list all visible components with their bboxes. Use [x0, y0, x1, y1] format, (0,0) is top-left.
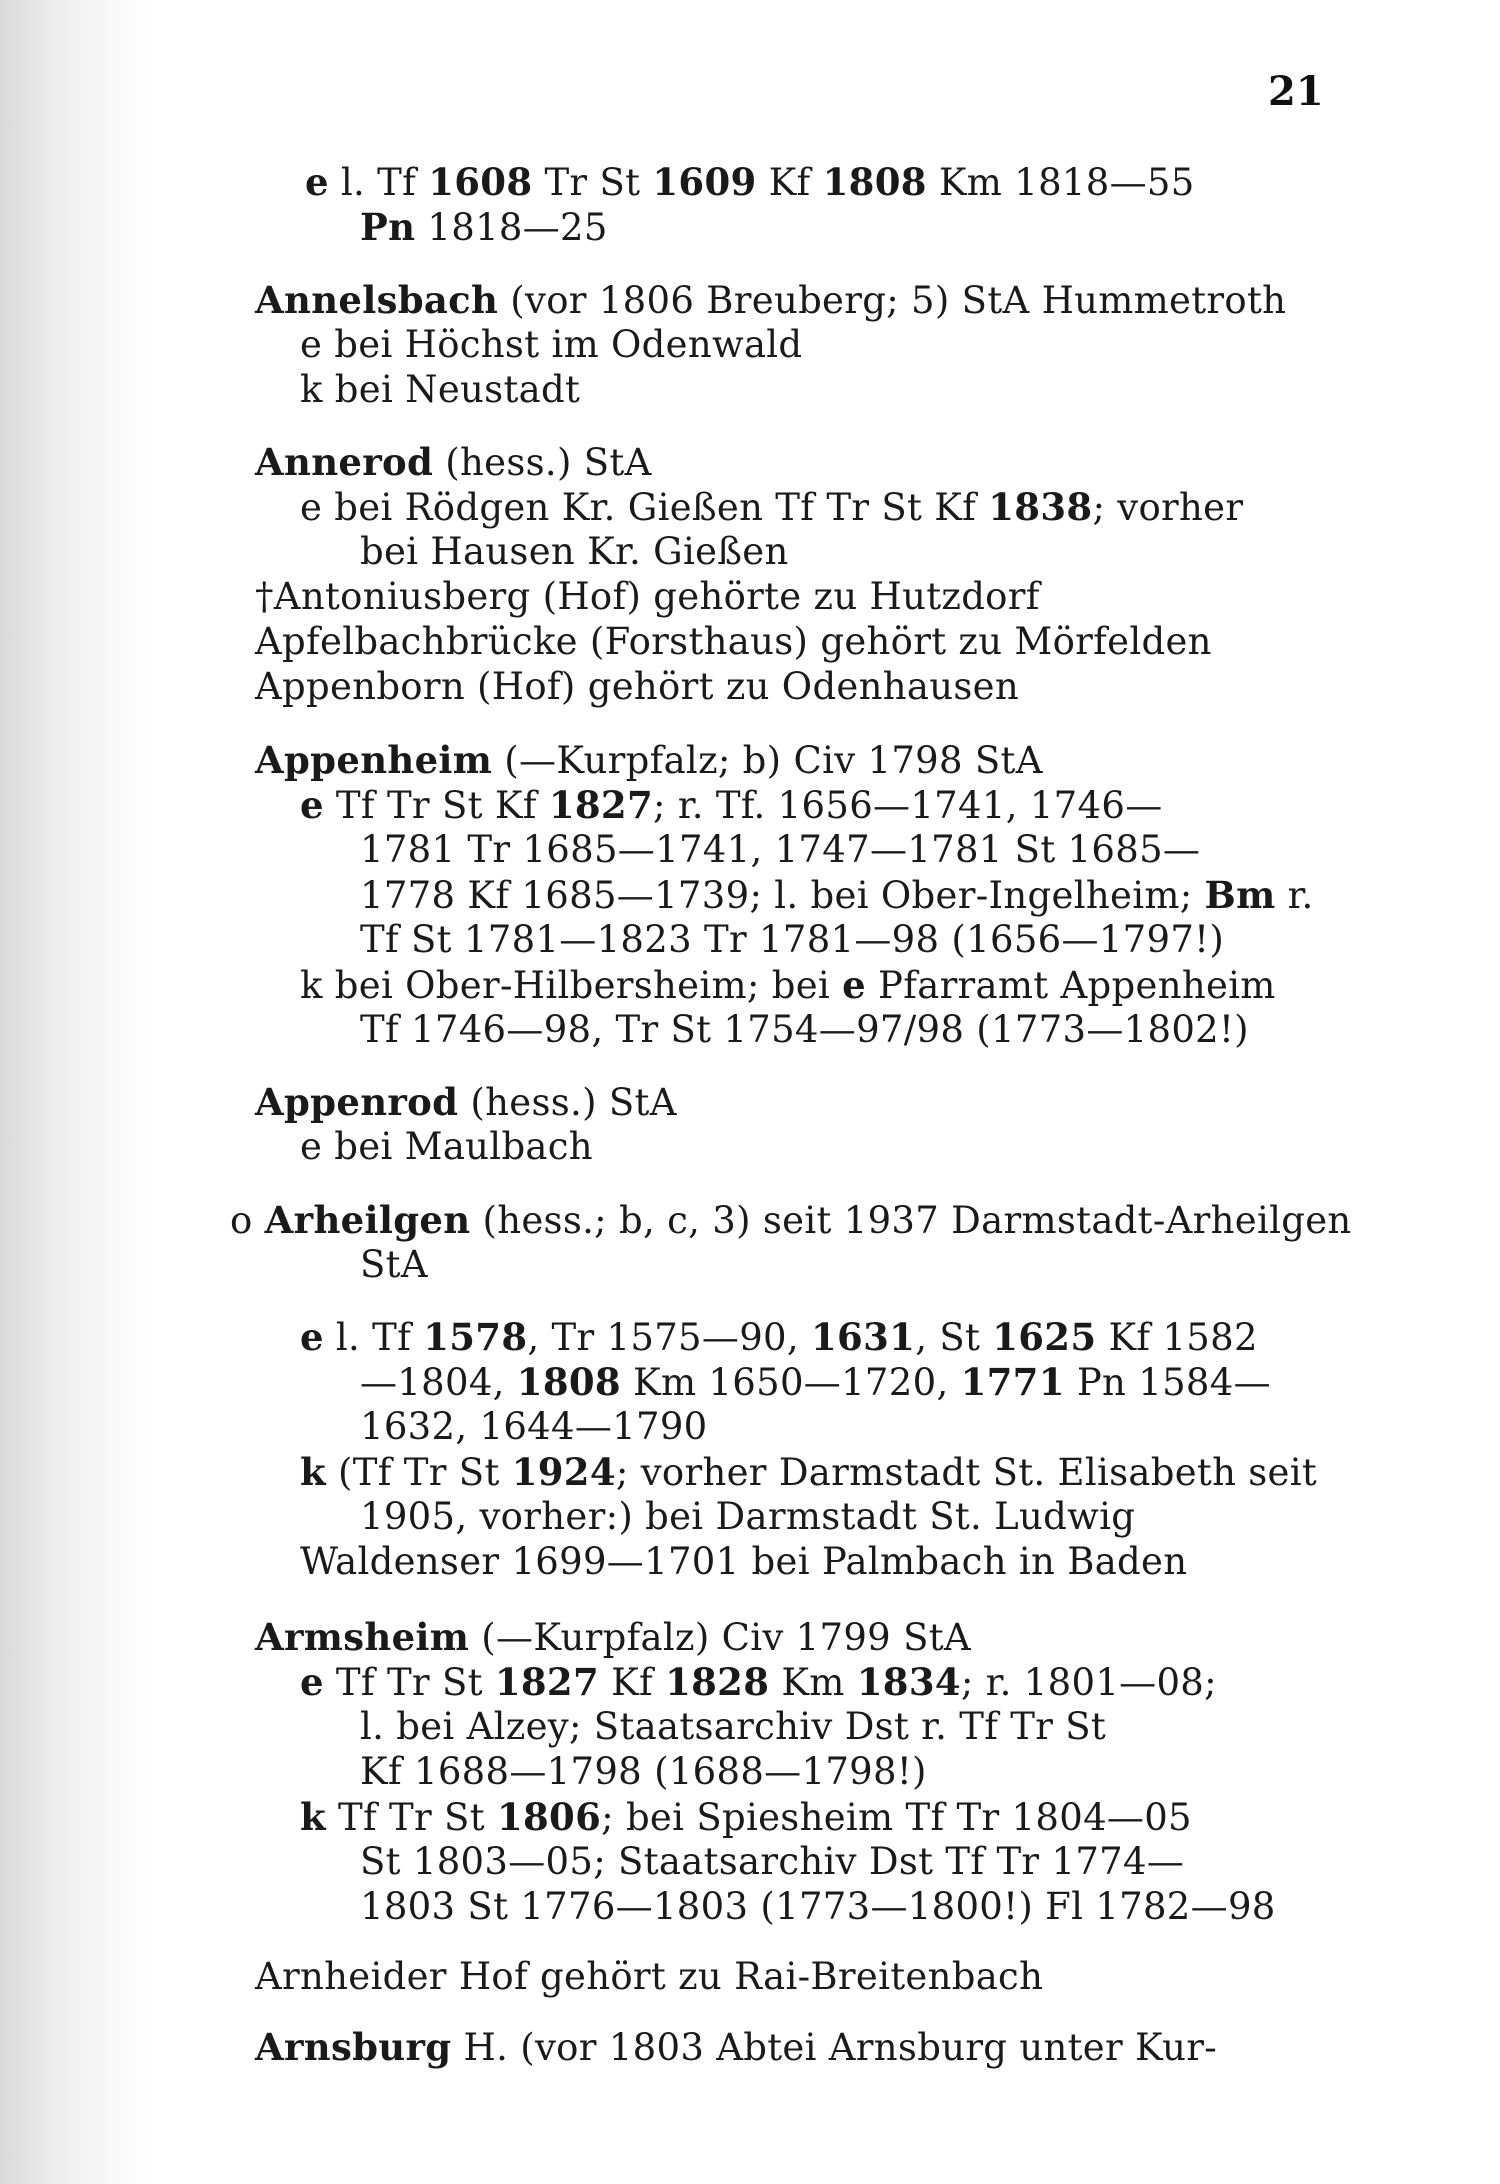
- text-segment: Tr St: [532, 161, 653, 204]
- text-line: [255, 665, 1019, 709]
- text-segment: l. bei Alzey; Staatsarchiv Dst r. Tf Tr St: [360, 1705, 1107, 1748]
- bold-segment: Appenheim: [255, 738, 493, 782]
- bold-segment: k: [300, 1795, 326, 1839]
- text-line: [300, 323, 802, 367]
- text-line: [255, 2025, 1217, 2069]
- bold-segment: Annelsbach: [255, 278, 499, 322]
- text-segment: Tf St 1781—1823 Tr 1781—98 (1656—1797!): [360, 918, 1225, 961]
- text-segment: o: [230, 1199, 265, 1242]
- text-segment: Tf 1746—98, Tr St 1754—97/98 (1773—1802!): [360, 1008, 1249, 1051]
- text-segment: Km: [769, 1661, 857, 1704]
- text-line: [300, 1125, 593, 1169]
- text-line: [360, 1885, 1276, 1929]
- bold-segment: e: [300, 1315, 324, 1359]
- text-segment: 1781 Tr 1685—1741, 1747—1781 St 1685—: [360, 828, 1201, 871]
- text-segment: ; vorher Darmstadt St. Elisabeth seit: [615, 1451, 1318, 1494]
- text-line: [360, 1705, 1106, 1749]
- bold-segment: 1631: [811, 1315, 916, 1359]
- bold-segment: 1827: [494, 1660, 600, 1704]
- text-segment: ; vorher: [1092, 486, 1244, 529]
- bold-segment: 1806: [496, 1795, 602, 1839]
- text-line: [255, 278, 1286, 322]
- text-line: [255, 1615, 971, 1659]
- bold-segment: 1578: [423, 1315, 528, 1359]
- bold-segment: Armsheim: [255, 1615, 470, 1659]
- bold-segment: e: [300, 1660, 324, 1704]
- text-segment: Tf Tr St: [325, 1796, 497, 1839]
- text-segment: (—Kurpfalz) Civ 1799 StA: [469, 1616, 971, 1659]
- bold-segment: e: [842, 963, 866, 1007]
- text-segment: StA: [360, 1243, 428, 1286]
- bold-segment: 1924: [511, 1450, 616, 1494]
- text-line: [255, 440, 652, 484]
- text-segment: Pfarramt Appenheim: [865, 964, 1276, 1007]
- bold-segment: Annerod: [255, 440, 434, 484]
- text-line: [360, 918, 1224, 962]
- text-line: [255, 738, 1043, 782]
- text-segment: ; r. Tf. 1656—1741, 1746—: [653, 784, 1163, 827]
- bold-segment: Pn: [360, 205, 416, 249]
- text-segment: Pn 1584—: [1064, 1361, 1271, 1404]
- text-line: [360, 205, 608, 249]
- text-segment: St 1803—05; Staatsarchiv Dst Tf Tr 1774—: [360, 1840, 1185, 1883]
- text-segment: r.: [1275, 874, 1314, 917]
- text-segment: , St: [915, 1316, 993, 1359]
- text-line: [300, 485, 1243, 529]
- text-line: [360, 1750, 927, 1794]
- text-segment: Kf 1582: [1096, 1316, 1258, 1359]
- bold-segment: Arheilgen: [264, 1198, 471, 1242]
- bold-segment: Bm: [1204, 873, 1276, 917]
- text-line: [300, 1660, 1217, 1704]
- text-line: [300, 1795, 1192, 1839]
- text-line: [360, 828, 1200, 872]
- text-segment: —1804,: [360, 1361, 517, 1404]
- bold-segment: k: [300, 1450, 326, 1494]
- page-number: 21: [1268, 68, 1324, 115]
- text-segment: 1778 Kf 1685—1739; l. bei Ober-Ingelheim;: [360, 874, 1205, 917]
- text-segment: k bei Ober-Hilbersheim; bei: [300, 964, 843, 1007]
- text-segment: H. (vor 1803 Abtei Arnsburg unter Kur-: [451, 2026, 1218, 2069]
- bold-segment: 1609: [652, 160, 757, 204]
- text-segment: 1632, 1644—1790: [360, 1405, 708, 1448]
- text-line: [360, 1008, 1249, 1052]
- text-segment: (—Kurpfalz; b) Civ 1798 StA: [492, 739, 1043, 782]
- binding-gutter-shadow: [0, 0, 150, 2184]
- bold-segment: 1828: [665, 1660, 770, 1704]
- text-line: [255, 1080, 677, 1124]
- bold-segment: 1808: [516, 1360, 621, 1404]
- text-segment: Kf 1688—1798 (1688—1798!): [360, 1750, 927, 1793]
- text-segment: 1905, vorher:) bei Darmstadt St. Ludwig: [360, 1495, 1136, 1538]
- bold-segment: e: [300, 783, 324, 827]
- text-segment: e bei Maulbach: [300, 1125, 593, 1168]
- text-line: [300, 783, 1163, 827]
- text-segment: 1803 St 1776—1803 (1773—1800!) Fl 1782—98: [360, 1885, 1276, 1928]
- bold-segment: e: [305, 160, 329, 204]
- text-segment: l. Tf: [328, 161, 429, 204]
- text-segment: (hess.) StA: [458, 1081, 677, 1124]
- text-segment: ; bei Spiesheim Tf Tr 1804—05: [601, 1796, 1192, 1839]
- text-segment: †Antoniusberg (Hof) gehörte zu Hutzdorf: [255, 575, 1040, 618]
- text-segment: (hess.) StA: [433, 441, 652, 484]
- text-line: [360, 1405, 708, 1449]
- text-line: [255, 1955, 1043, 1999]
- text-segment: Tf Tr St: [323, 1661, 495, 1704]
- bold-segment: 1771: [960, 1360, 1065, 1404]
- text-line: [300, 368, 580, 412]
- bold-segment: 1808: [822, 160, 927, 204]
- text-segment: bei Hausen Kr. Gießen: [360, 530, 789, 573]
- text-segment: e bei Höchst im Odenwald: [300, 323, 803, 366]
- text-segment: 1818—25: [415, 206, 608, 249]
- text-line: [300, 1315, 1258, 1359]
- text-segment: ; r. 1801—08;: [960, 1661, 1217, 1704]
- bold-segment: 1827: [548, 783, 654, 827]
- text-segment: Apfelbachbrücke (Forsthaus) gehört zu Mörfelden: [255, 620, 1212, 663]
- text-line: [360, 1360, 1271, 1404]
- text-line: [255, 620, 1212, 664]
- text-line: [300, 1540, 1187, 1584]
- text-line: [360, 1495, 1135, 1539]
- text-segment: (hess.; b, c, 3) seit 1937 Darmstadt-Arheilgen: [470, 1199, 1352, 1242]
- text-line: [230, 1198, 1352, 1242]
- text-segment: k bei Neustadt: [300, 368, 581, 411]
- text-segment: l. Tf: [323, 1316, 424, 1359]
- bold-segment: 1838: [988, 485, 1093, 529]
- text-segment: Kf: [756, 161, 823, 204]
- bold-segment: 1625: [992, 1315, 1097, 1359]
- text-segment: Km 1818—55: [926, 161, 1195, 204]
- text-line: [300, 1450, 1317, 1494]
- bold-segment: 1834: [856, 1660, 961, 1704]
- text-segment: Tf Tr St Kf: [323, 784, 549, 827]
- text-line: [300, 963, 1276, 1007]
- bold-segment: Arnsburg: [255, 2025, 452, 2069]
- text-line: [305, 160, 1195, 204]
- text-line: [360, 873, 1314, 917]
- text-segment: (Tf Tr St: [325, 1451, 512, 1494]
- text-segment: Arnheider Hof gehört zu Rai-Breitenbach: [255, 1955, 1044, 1998]
- text-line: [255, 575, 1040, 619]
- text-segment: e bei Rödgen Kr. Gießen Tf Tr St Kf: [300, 486, 989, 529]
- text-segment: Km 1650—1720,: [620, 1361, 961, 1404]
- text-segment: Appenborn (Hof) gehört zu Odenhausen: [255, 665, 1019, 708]
- bold-segment: 1608: [428, 160, 533, 204]
- text-segment: (vor 1806 Breuberg; 5) StA Hummetroth: [498, 279, 1287, 322]
- text-segment: , Tr 1575—90,: [527, 1316, 812, 1359]
- text-line: [360, 1243, 428, 1287]
- text-segment: Waldenser 1699—1701 bei Palmbach in Baden: [300, 1540, 1188, 1583]
- text-line: [360, 1840, 1184, 1884]
- text-line: [360, 530, 789, 574]
- bold-segment: Appenrod: [255, 1080, 459, 1124]
- text-segment: Kf: [599, 1661, 666, 1704]
